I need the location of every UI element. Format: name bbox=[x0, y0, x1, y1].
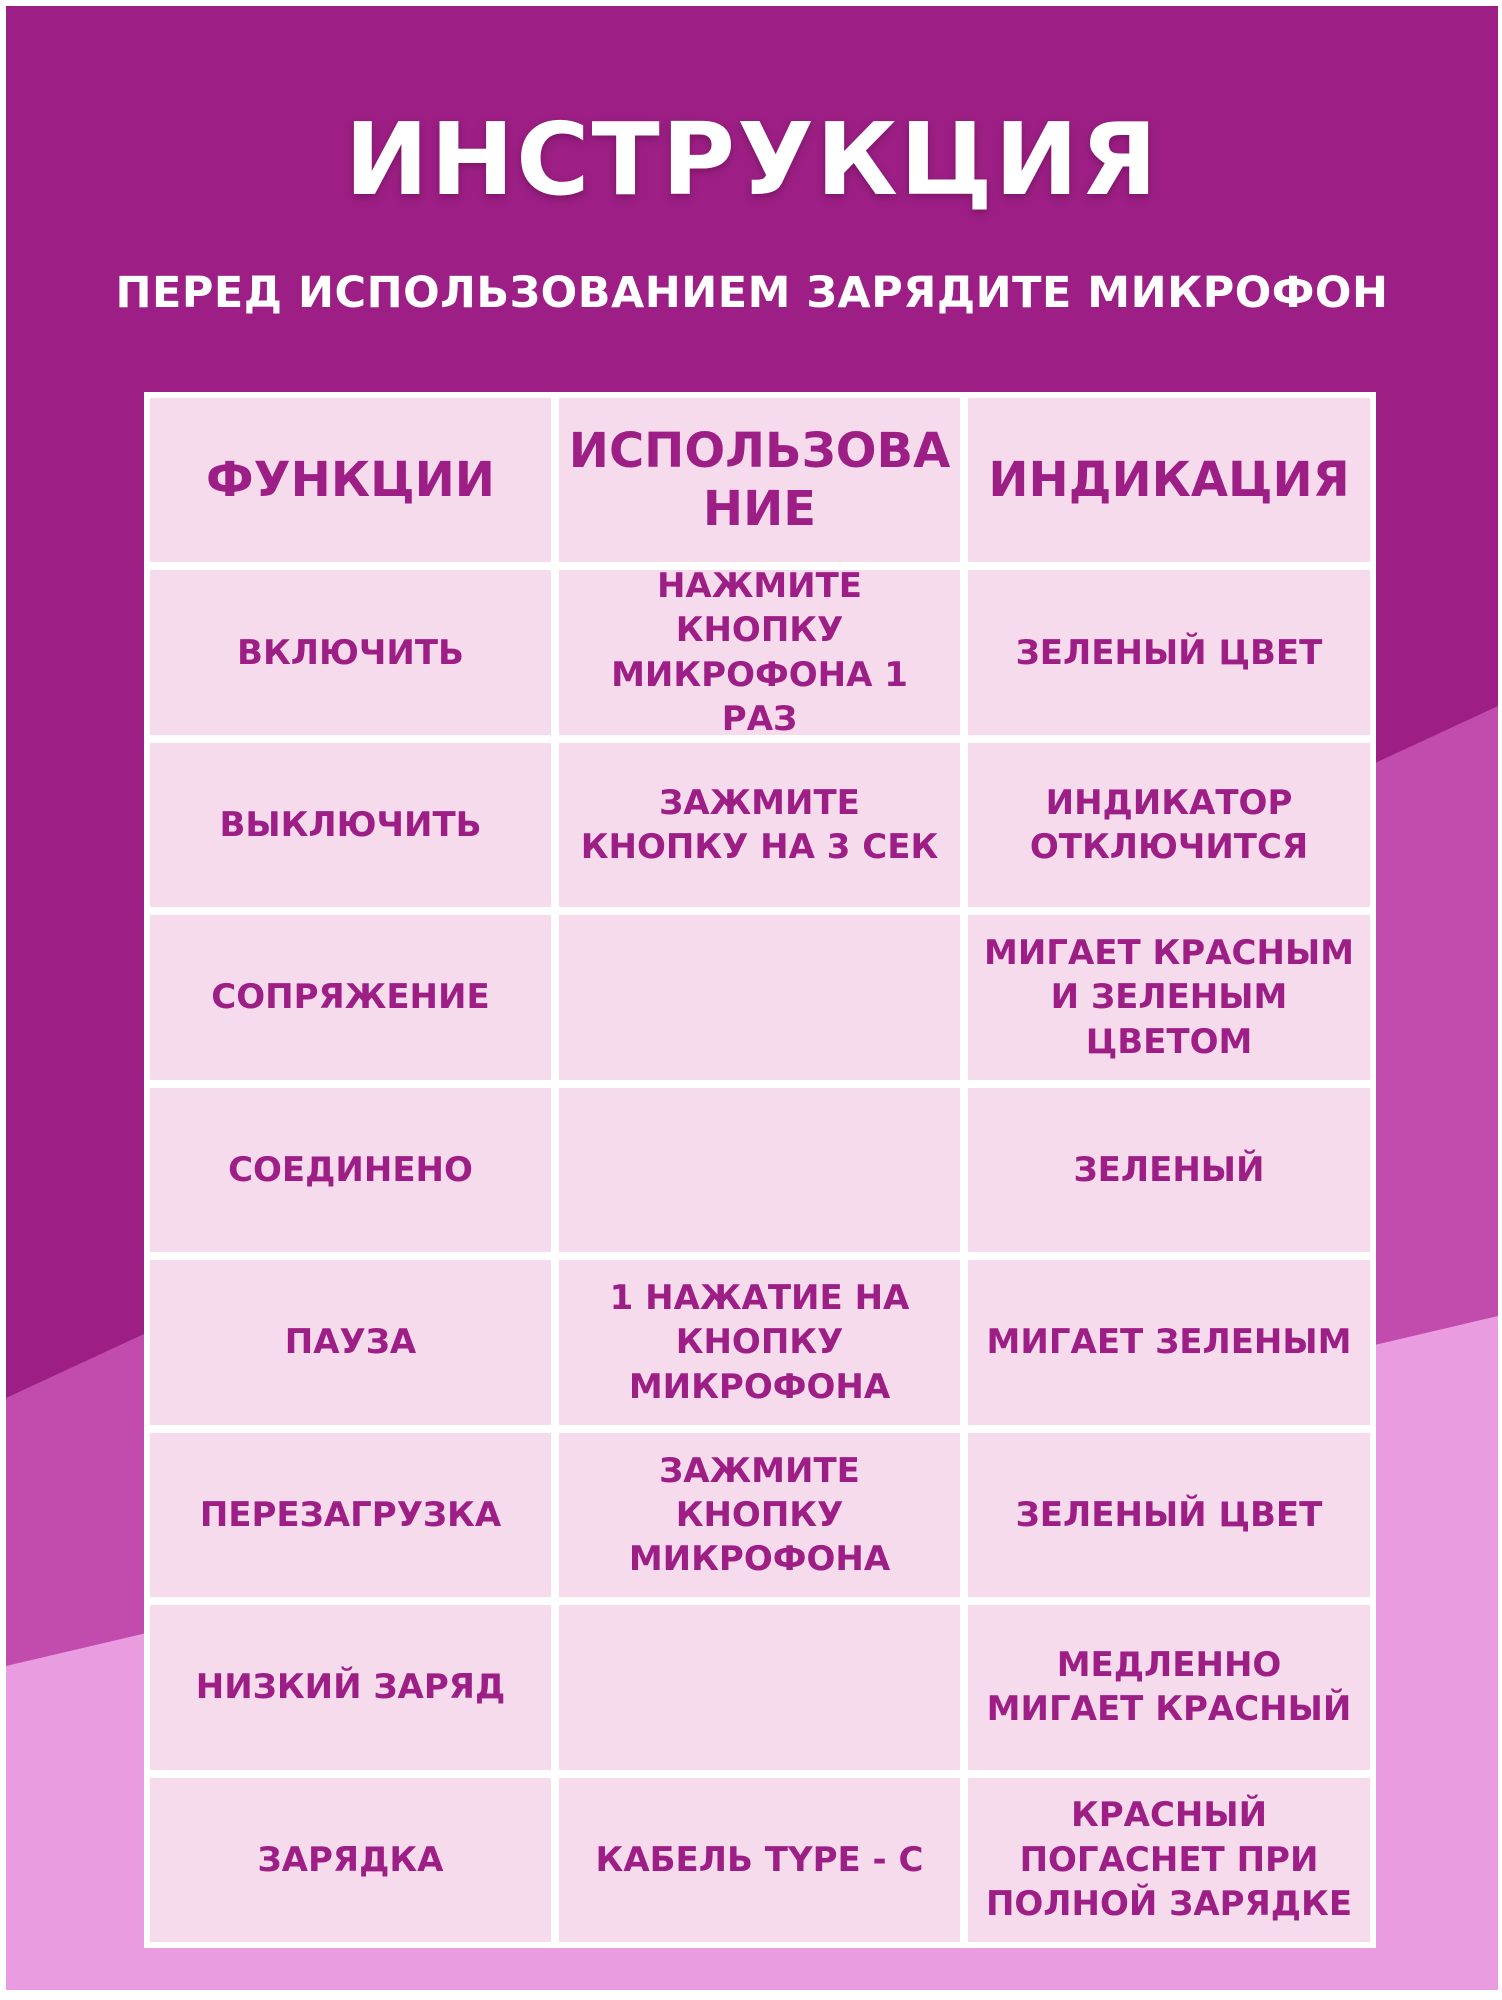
row-function: СОЕДИНЕНО bbox=[150, 1088, 551, 1252]
header-usage: ИСПОЛЬЗОВА НИЕ bbox=[559, 398, 960, 562]
page-title: ИНСТРУКЦИЯ bbox=[344, 101, 1160, 218]
row-usage: НАЖМИТЕ КНОПКУ МИКРОФОНА 1 РАЗ bbox=[559, 570, 960, 734]
row-function: ВКЛЮЧИТЬ bbox=[150, 570, 551, 734]
row-usage bbox=[559, 915, 960, 1079]
row-function: ЗАРЯДКА bbox=[150, 1778, 551, 1942]
page-subtitle: ПЕРЕД ИСПОЛЬЗОВАНИЕМ ЗАРЯДИТЕ МИКРОФОН bbox=[115, 268, 1389, 318]
row-usage: КАБЕЛЬ TYPE - C bbox=[559, 1778, 960, 1942]
row-indication: ЗЕЛЕНЫЙ bbox=[968, 1088, 1370, 1252]
row-indication: МИГАЕТ ЗЕЛЕНЫМ bbox=[968, 1260, 1370, 1424]
instruction-card bbox=[6, 6, 1498, 1990]
header-indication: ИНДИКАЦИЯ bbox=[968, 398, 1370, 562]
row-function: ВЫКЛЮЧИТЬ bbox=[150, 743, 551, 907]
row-indication: МИГАЕТ КРАСНЫМ И ЗЕЛЕНЫМ ЦВЕТОМ bbox=[968, 915, 1370, 1079]
header-functions: ФУНКЦИИ bbox=[150, 398, 551, 562]
row-function: ПАУЗА bbox=[150, 1260, 551, 1424]
row-indication: ЗЕЛЕНЫЙ ЦВЕТ bbox=[968, 1433, 1370, 1597]
row-usage: ЗАЖМИТЕ КНОПКУ НА 3 СЕК bbox=[559, 743, 960, 907]
row-usage bbox=[559, 1605, 960, 1769]
row-indication: КРАСНЫЙ ПОГАСНЕТ ПРИ ПОЛНОЙ ЗАРЯДКЕ bbox=[968, 1778, 1370, 1942]
row-usage bbox=[559, 1088, 960, 1252]
row-function: НИЗКИЙ ЗАРЯД bbox=[150, 1605, 551, 1769]
row-function: СОПРЯЖЕНИЕ bbox=[150, 915, 551, 1079]
row-function: ПЕРЕЗАГРУЗКА bbox=[150, 1433, 551, 1597]
row-indication: ИНДИКАТОР ОТКЛЮЧИТСЯ bbox=[968, 743, 1370, 907]
row-indication: МЕДЛЕННО МИГАЕТ КРАСНЫЙ bbox=[968, 1605, 1370, 1769]
row-usage: 1 НАЖАТИЕ НА КНОПКУ МИКРОФОНА bbox=[559, 1260, 960, 1424]
row-usage: ЗАЖМИТЕ КНОПКУ МИКРОФОНА bbox=[559, 1433, 960, 1597]
row-indication: ЗЕЛЕНЫЙ ЦВЕТ bbox=[968, 570, 1370, 734]
instruction-table bbox=[144, 392, 1376, 1948]
